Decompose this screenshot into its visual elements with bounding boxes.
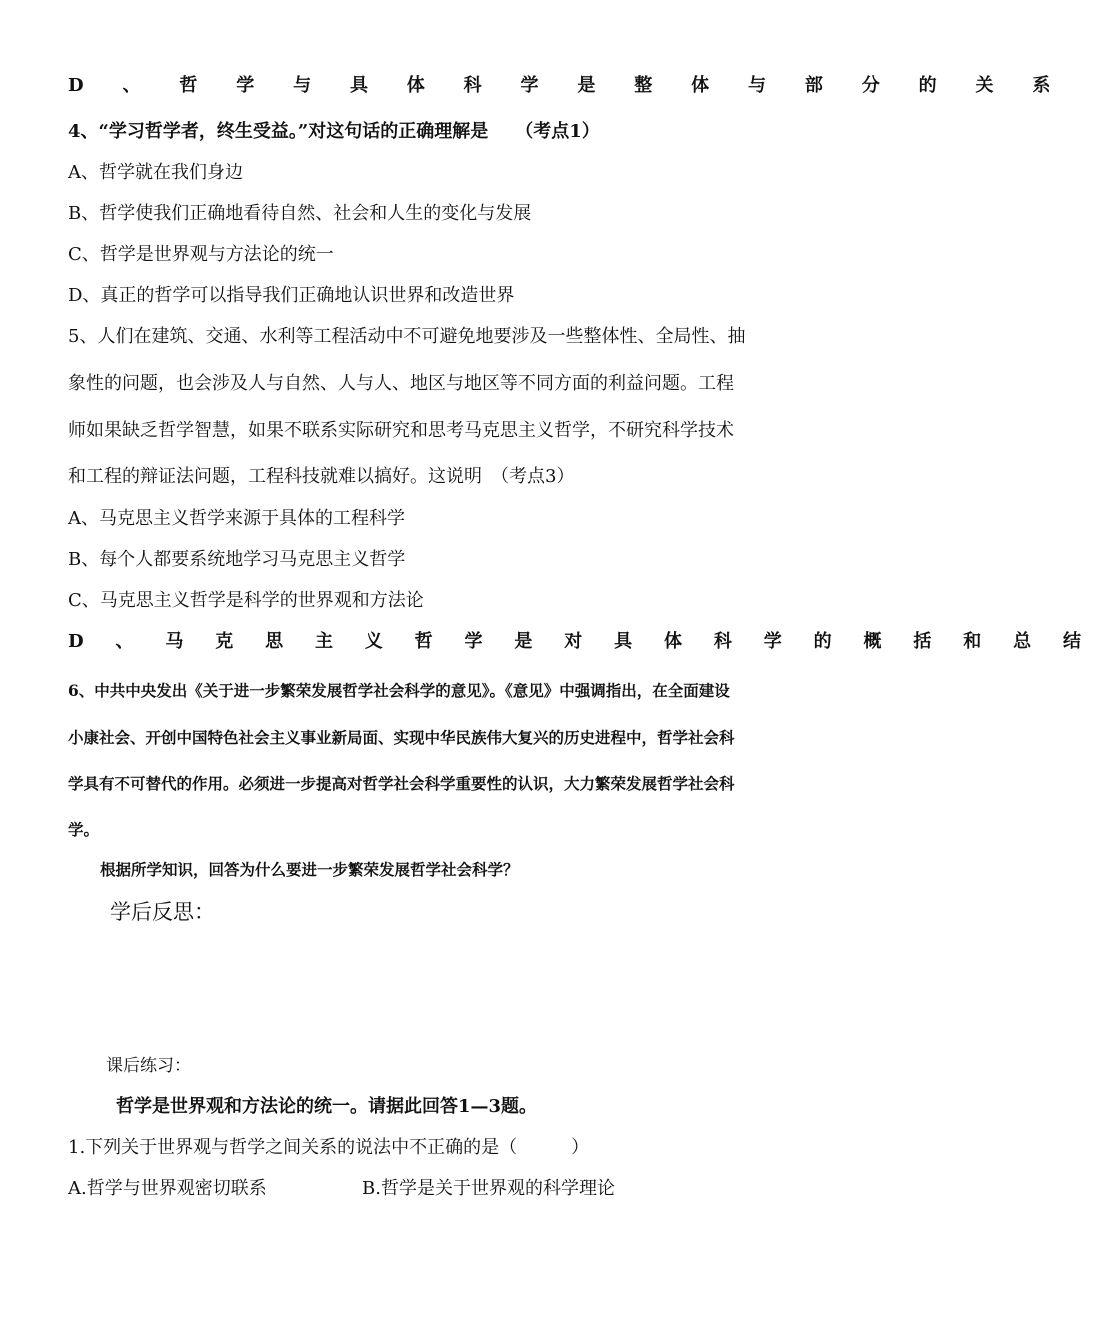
question-6-line-4: 学。 (68, 820, 100, 839)
option-d-text: D 、 哲 学 与 具 体 科 学 是 整 体 与 部 分 的 关 系 (68, 75, 1067, 96)
question-6-prompt: 根据所学知识，回答为什么要进一步繁荣发展哲学社会科学？ (100, 860, 519, 879)
option-d-spaced (68, 74, 1067, 98)
practice-question-1-option-a: A.哲学与世界观密切联系 (68, 1178, 267, 1199)
question-5-line-2: 象性的问题，也会涉及人与自然、人与人、地区与地区等不同方面的利益问题。工程 (68, 373, 734, 394)
question-5-line-1: 5、人们在建筑、交通、水利等工程活动中不可避免地要涉及一些整体性、全局性、抽 (68, 326, 746, 347)
question-4-option-b: B、哲学使我们正确地看待自然、社会和人生的变化与发展 (68, 203, 532, 224)
question-5-option-a: A、马克思主义哲学来源于具体的工程科学 (68, 508, 405, 529)
practice-intro: 哲学是世界观和方法论的统一。请据此回答1—3题。 (116, 1096, 538, 1117)
question-5-line-4: 和工程的辩证法问题，工程科技就难以搞好。这说明 （考点3） (68, 466, 575, 487)
question-6-line-1: 6、中共中央发出《关于进一步繁荣发展哲学社会科学的意见》。《意见》中强调指出，在全面建设 (68, 681, 730, 700)
question-5-line-3: 师如果缺乏哲学智慧，如果不联系实际研究和思考马克思主义哲学，不研究科学技术 (68, 420, 734, 441)
question-5-option-d-text: D 、 马 克 思 主 义 哲 学 是 对 具 体 科 学 的 概 括 和 总 结 (68, 631, 1094, 652)
question-4-option-c: C、哲学是世界观与方法论的统一 (68, 244, 334, 265)
question-4-option-a: A、哲学就在我们身边 (68, 162, 243, 183)
question-4-option-d: D、真正的哲学可以指导我们正确地认识世界和改造世界 (68, 285, 515, 306)
practice-question-1-options (68, 1177, 784, 1201)
practice-heading: 课后练习： (106, 1056, 191, 1076)
reflection-heading: 学后反思： (110, 900, 215, 924)
question-5-option-b: B、每个人都要系统地学习马克思主义哲学 (68, 549, 406, 570)
question-6-line-2: 小康社会、开创中国特色社会主义事业新局面、实现中华民族伟大复兴的历史进程中，哲学社会科 (68, 728, 735, 747)
question-5-option-d-spaced (68, 630, 1094, 654)
practice-question-1: 1.下列关于世界观与哲学之间关系的说法中不正确的是（ ） (68, 1137, 590, 1158)
question-4: 4、“学习哲学者，终生受益。”对这句话的正确理解是 （考点1） (68, 121, 600, 142)
question-5-option-c: C、马克思主义哲学是科学的世界观和方法论 (68, 590, 424, 611)
question-6-line-3: 学具有不可替代的作用。必须进一步提高对哲学社会科学重要性的认识，大力繁荣发展哲学社会科 (68, 774, 735, 793)
practice-question-1-option-b: B.哲学是关于世界观的科学理论 (362, 1178, 615, 1199)
